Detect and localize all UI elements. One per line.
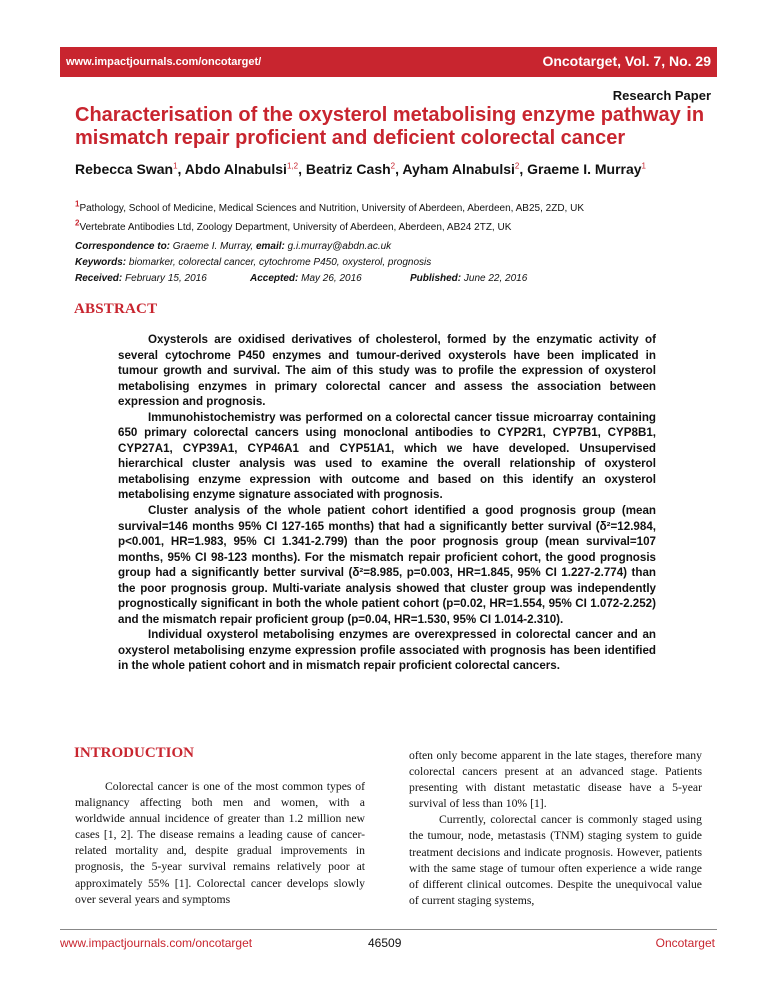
abstract-paragraph: Individual oxysterol metabolising enzymes are overexpressed in colorectal cancer and an oxysterol metabolising enzyme expression profile associated with prognosis has been identified in the whole patient cohort and in mismatch repair proficient colorectal cancers.	[118, 628, 656, 673]
author-affiliation-ref: 2	[390, 161, 396, 171]
abstract-paragraph: Oxysterols are oxidised derivatives of cholesterol, formed by the enzymatic activity of several cytochrome P450 enzymes and tumour-derived oxysterols have been implicated in tumour growth and survival. The aim of this study was to profile the expression of oxysterol metabolising enzymes in primary colorectal cancer and assess the association between expression and prognosis.	[118, 333, 656, 409]
footer-divider	[60, 929, 717, 930]
published-label: Published:	[410, 273, 462, 284]
author-name: Rebecca Swan	[75, 161, 174, 177]
dates-line	[75, 272, 715, 286]
published-date	[410, 272, 527, 286]
intro-paragraph: often only become apparent in the late stages, therefore many colorectal cancers present at an advanced stage. Patients presenting with distant metastatic disease have a 5-year survival of less than 10% [1].	[409, 749, 702, 811]
author-affiliation-ref: 1	[173, 161, 178, 171]
author-affiliation-ref: 2	[514, 161, 520, 171]
abstract-paragraph: Cluster analysis of the whole patient cohort identified a good prognosis group (mean survival=146 months 95% CI 127-165 months) that had a significantly better survival (δ²=12.984, p<0.001, HR=1.983, 95% CI 1.341-2.799) than the poor prognosis group (mean survival=107 months, 95% CI 98-123 months). For the mismatch repair proficient cohort, the good prognosis group had a significantly better survival (δ²=8.985, p=0.003, HR=1.845, 95% CI 1.227-2.774) than the poor prognosis group. Multi-variate analysis showed that cluster group was independently prognostically significant in both the whole patient cohort (p=0.02, HR=1.554, 95% CI 1.072-2.252) and the mismatch repair proficient group (p=0.04, HR=1.530, 95% CI 1.014-2.310).	[118, 504, 656, 626]
journal-header-bar	[60, 47, 717, 77]
correspondence-line	[75, 240, 715, 254]
journal-url-link[interactable]: www.impactjournals.com/oncotarget/	[66, 56, 262, 68]
author-name: Ayham Alnabulsi	[402, 161, 515, 177]
correspondence-label: Correspondence to:	[75, 241, 171, 252]
accepted-value: May 26, 2016	[301, 273, 362, 284]
affiliation-text: Pathology, School of Medicine, Medical Sciences and Nutrition, University of Aberdeen, Aberdeen, AB25, 2ZD, UK	[79, 203, 584, 214]
introduction-heading: INTRODUCTION	[74, 745, 195, 761]
paper-title: Characterisation of the oxysterol metabolising enzyme pathway in mismatch repair proficient and deficient colorectal cancer	[75, 104, 705, 149]
abstract-heading: ABSTRACT	[74, 301, 158, 317]
published-value: June 22, 2016	[463, 273, 528, 284]
abstract-body	[118, 332, 656, 674]
affiliation-text: Vertebrate Antibodies Ltd, Zoology Department, University of Aberdeen, Aberdeen, AB24 2TZ, UK	[79, 222, 512, 233]
intro-right-column	[409, 748, 702, 909]
keywords-text: biomarker, colorectal cancer, cytochrome P450, oxysterol, prognosis	[128, 257, 432, 268]
author-name: Graeme I. Murray	[527, 161, 642, 177]
author-list: Rebecca Swan$^1$, Abdo Alnabulsi$^{1,2}$, Beatriz Cash$^2$, Ayham Alnabulsi$^2$, Graeme I. Murray$^1$	[75, 161, 646, 177]
received-value: February 15, 2016	[125, 273, 207, 284]
author-name: Abdo Alnabulsi	[184, 161, 287, 177]
keywords-label: Keywords:	[75, 257, 127, 268]
paper-type-label: Research Paper	[612, 88, 711, 103]
affiliation-number: 1	[75, 199, 80, 209]
email-label: email:	[255, 241, 285, 252]
correspondence-email-link[interactable]: g.i.murray@abdn.ac.uk	[287, 241, 392, 252]
accepted-label: Accepted:	[250, 273, 299, 284]
footer-journal: Oncotarget	[655, 936, 715, 950]
keywords-line	[75, 256, 715, 270]
accepted-date	[250, 272, 362, 286]
received-label: Received:	[75, 273, 123, 284]
abstract-paragraph: Immunohistochemistry was performed on a colorectal cancer tissue microarray containing 650 primary colorectal cancers using monoclonal antibodies to CYP2R1, CYP7B1, CYP8B1, CYP27A1, CYP39A1, CYP46A1 and CYP51A1, which we have developed. Unsupervised hierarchical cluster analysis was used to examine the overall relationship of oxysterol metabolising enzyme expression with outcome and based on this identify an oxysterol metabolising enzyme signature associated with prognosis.	[118, 410, 656, 502]
affiliation-number: 2	[75, 218, 80, 228]
page-number: 46509	[368, 936, 402, 950]
intro-paragraph: Colorectal cancer is one of the most common types of malignancy affecting both men and women, with a worldwide annual incidence of greater than 1.2 million new cases [1, 2]. The disease remains a leading cause of cancer-related mortality and, despite gradual improvements in prognosis, the 5-year survival remains relatively poor at approximately 55% [1]. Colorectal cancer develops slowly over several years and symptoms	[75, 780, 365, 906]
intro-left-column	[75, 779, 365, 908]
affiliation-2	[75, 218, 715, 235]
journal-citation: Oncotarget, Vol. 7, No. 29	[542, 53, 711, 69]
correspondence-name: Graeme I. Murray,	[172, 241, 254, 252]
author-affiliation-ref: 1,2	[286, 161, 299, 171]
author-name: Beatriz Cash	[305, 161, 391, 177]
author-affiliation-ref: 1	[641, 161, 646, 171]
footer-url-link[interactable]: www.impactjournals.com/oncotarget	[60, 936, 253, 950]
affiliation-1	[75, 199, 715, 216]
intro-paragraph: Currently, colorectal cancer is commonly staged using the tumour, node, metastasis (TNM) staging system to guide treatment decisions and indicate prognosis. However, patients with the same stage of tumour often experience a wide range of different clinical outcomes. Despite the unequivocal value of current staging systems,	[409, 813, 702, 907]
received-date	[75, 273, 207, 284]
